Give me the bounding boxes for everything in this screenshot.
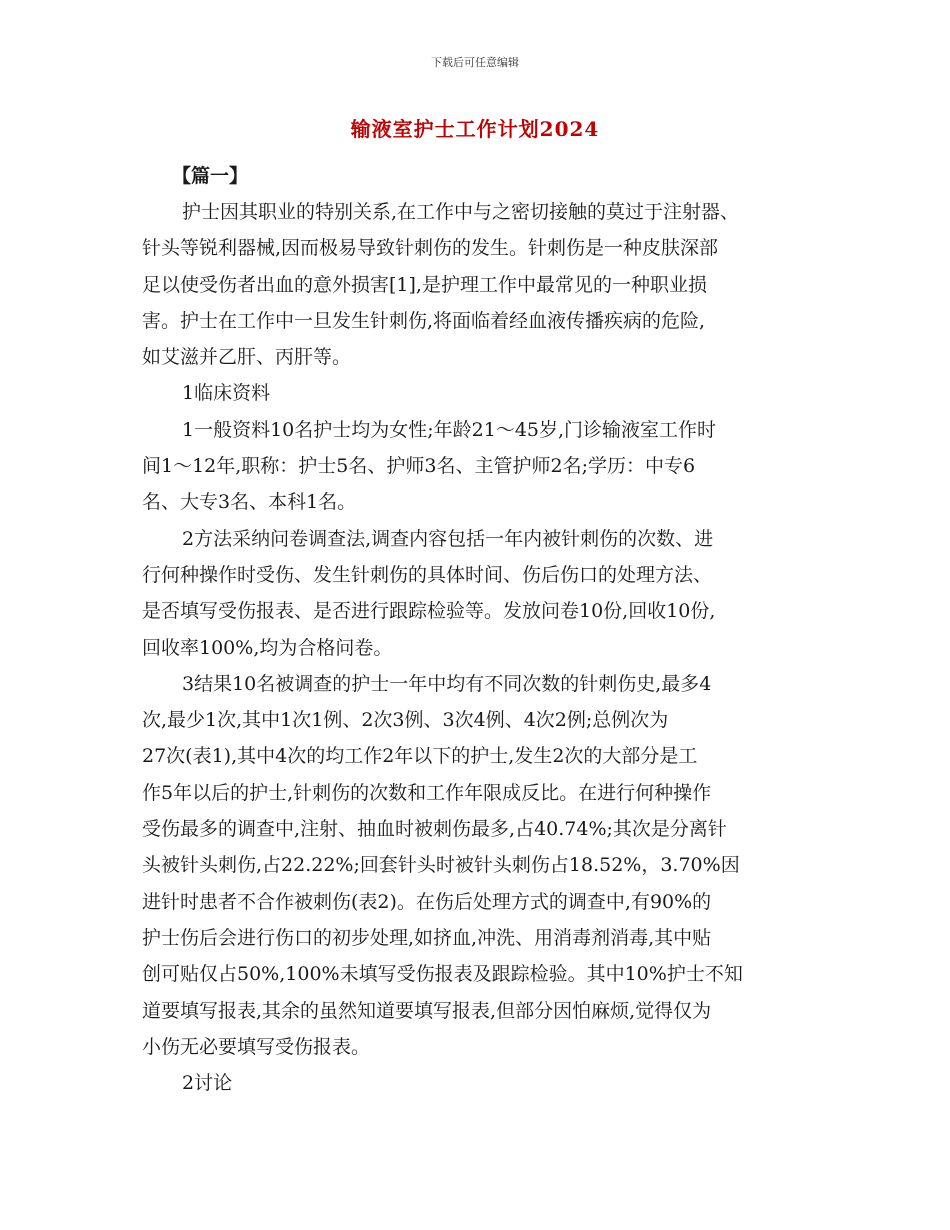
text-line: 害。护士在工作中一旦发生针刺伤,将面临着经血液传播疾病的危险, — [142, 309, 706, 332]
text-line: 小伤无必要填写受伤报表。 — [142, 1035, 371, 1058]
text-line: 1临床资料 — [182, 382, 271, 405]
text-line: 护士因其职业的特别关系,在工作中与之密切接触的莫过于注射器、 — [182, 201, 740, 223]
text-line: 3结果10名被调查的护士一年中均有不同次数的针刺伤史,最多4 — [182, 672, 712, 695]
text-line: 次,最少1次,其中1次1例、2次3例、3次4例、4次2例;总例次为 — [142, 709, 669, 732]
section-heading: 【篇一】 — [172, 165, 249, 187]
document-title: 输液室护士工作计划2024 — [350, 117, 600, 141]
text-line: 27次(表1),其中4次的均工作2年以下的护士,发生2次的大部分是工 — [142, 745, 698, 768]
paragraph — [142, 412, 810, 521]
text-line: 进针时患者不合作被刺伤(表2)。在伤后处理方式的调查中,有90%的 — [142, 890, 712, 913]
text-line: 针头等锐利器械,因而极易导致针刺伤的发生。针刺伤是一种皮肤深部 — [142, 237, 719, 260]
header-note: 下载后可任意编辑 — [431, 56, 519, 69]
text-line: 护士伤后会进行伤口的初步处理,如挤血,冲洗、用消毒剂消毒,其中贴 — [142, 926, 712, 949]
text-line: 间1～12年,职称：护士5名、护师3名、主管护师2名;学历：中专6 — [142, 455, 696, 478]
document-body — [142, 194, 810, 1101]
text-line: 是否填写受伤报表、是否进行跟踪检验等。发放问卷10份,回收10份, — [142, 600, 716, 623]
text-line: 如艾滋并乙肝、丙肝等。 — [142, 346, 352, 369]
text-line: 1一般资料10名护士均为女性;年龄21～45岁,门诊输液室工作时 — [182, 418, 717, 441]
paragraph — [142, 521, 810, 666]
text-line: 受伤最多的调查中,注射、抽血时被刺伤最多,占40.74%;其次是分离针 — [142, 818, 727, 841]
text-line: 行何种操作时受伤、发生针刺伤的具体时间、伤后伤口的处理方法、 — [142, 563, 713, 586]
paragraph — [142, 666, 810, 1065]
text-line: 回收率100%,均为合格问卷。 — [142, 636, 393, 659]
text-line: 2讨论 — [182, 1072, 233, 1095]
text-line: 头被针头刺伤,占22.22%;回套针头时被针头刺伤占18.52%，3.70%因 — [142, 854, 740, 877]
text-line: 足以使受伤者出血的意外损害[1],是护理工作中最常见的一种职业损 — [142, 273, 707, 296]
text-line: 道要填写报表,其余的虽然知道要填写报表,但部分因怕麻烦,觉得仅为 — [142, 999, 712, 1022]
text-line: 创可贴仅占50%,100%未填写受伤报表及跟踪检验。其中10%护士不知 — [142, 963, 743, 986]
text-line: 作5年以后的护士,针刺伤的次数和工作年限成反比。在进行何种操作 — [142, 781, 712, 804]
text-line: 名、大专3名、本科1名。 — [142, 491, 357, 514]
text-line: 2方法采纳问卷调查法,调查内容包括一年内被针刺伤的次数、进 — [182, 527, 714, 550]
paragraph — [142, 194, 810, 375]
paragraph — [142, 375, 810, 411]
paragraph — [142, 1065, 810, 1101]
